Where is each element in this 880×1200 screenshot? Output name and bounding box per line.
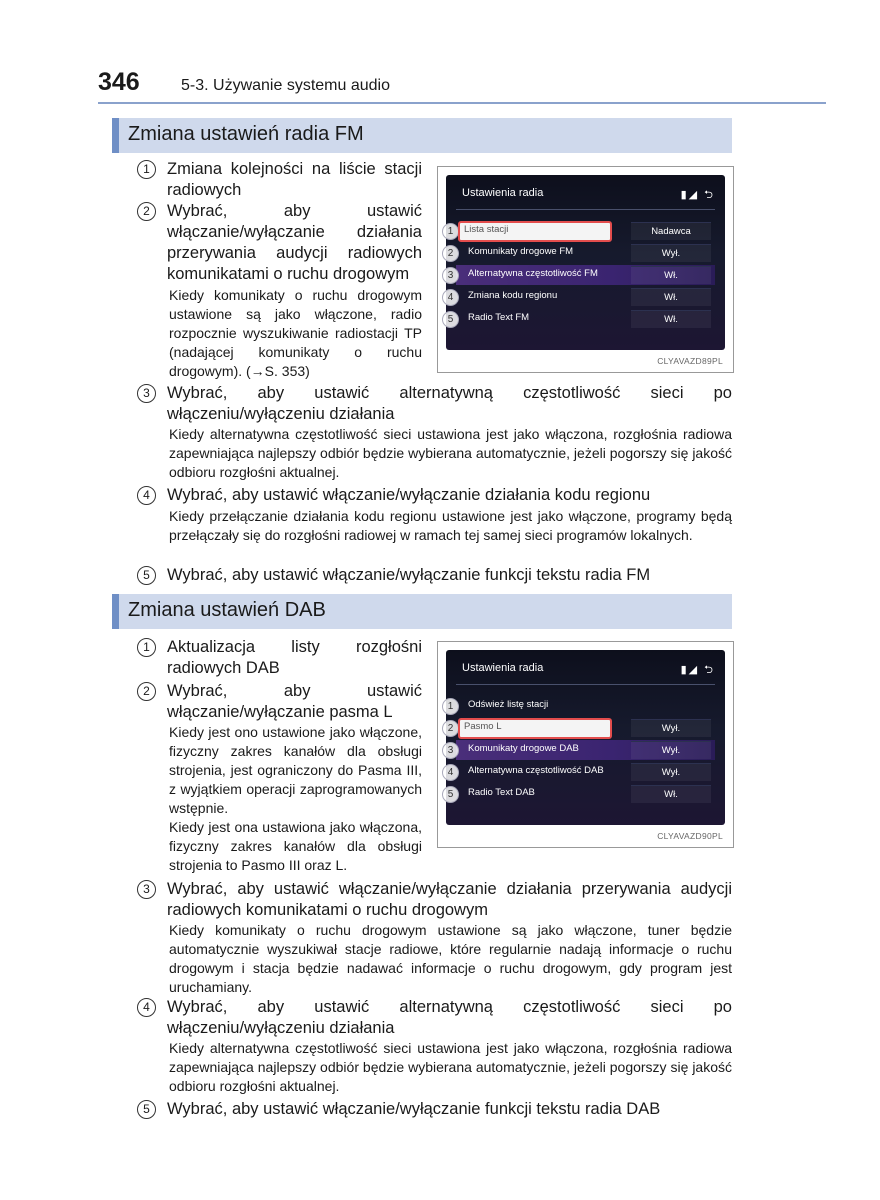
dab-row-label: Alternatywna częstotliwość DAB [468, 765, 604, 776]
item-dab-2-note-2: Kiedy jest ona ustawiona jako włączona, fizyczny zakres kanałów dla obsługi strojenia to Pasmo III oraz L. [169, 819, 422, 873]
item-dab-2-text: Wybrać, aby ustawić włączanie/wyłączanie pasma L [167, 682, 422, 721]
dab-row-l-band[interactable] [447, 718, 715, 738]
item-number-fm-1: 1 [137, 160, 156, 179]
dab-row-label: Odśwież listę stacji [468, 699, 549, 710]
callout-3: 3 [442, 742, 459, 759]
fm-row-value[interactable]: Wł. [631, 266, 711, 284]
item-number-fm-3: 3 [137, 384, 156, 403]
dab-figure-code: CLYAVAZD90PL [657, 831, 723, 841]
callout-2: 2 [442, 245, 459, 262]
item-dab-2-note: Kiedy jest ono ustawione jako włączone, fizyczny zakres kanałów dla obsługi strojenia, jest ograniczony do Pasma III, z wyjątkiem operacji zaprogramowanych wstępnie. [169, 724, 422, 816]
item-dab-3-note: Kiedy komunikaty o ruchu drogowym ustawione są jako włączone, tuner będzie automatycznie wyszukiwał stacje radiowe, które regularnie nadają informacje o ruchu drogowym i stacja będzie nadawać informacje o ruchu drogowym, gdy program jest uruchamiany. [169, 922, 732, 995]
callout-1: 1 [442, 223, 459, 240]
callout-1: 1 [442, 698, 459, 715]
callout-4: 4 [442, 289, 459, 306]
dab-row-value[interactable]: Wył. [631, 763, 711, 781]
callout-3: 3 [442, 267, 459, 284]
fm-row-traffic[interactable] [447, 243, 715, 263]
fm-row-label: Komunikaty drogowe FM [468, 246, 574, 257]
item-dab-4-text: Wybrać, aby ustawić alternatywną częstotliwość sieci po włączeniu/wyłączeniu działania [167, 998, 732, 1037]
fm-row-station-list[interactable] [447, 221, 715, 241]
fm-row-label: Alternatywna częstotliwość FM [468, 268, 598, 279]
fm-row-value[interactable]: Wył. [631, 244, 711, 262]
item-fm-5-text: Wybrać, aby ustawić włączanie/wyłączanie funkcji tekstu radia FM [167, 566, 651, 584]
callout-5: 5 [442, 786, 459, 803]
dab-row-value[interactable]: Wył. [631, 719, 711, 737]
callout-4: 4 [442, 764, 459, 781]
dab-row-value[interactable]: Wył. [631, 741, 711, 759]
item-number-dab-2: 2 [137, 682, 156, 701]
dab-row-label: Komunikaty drogowe DAB [468, 743, 579, 754]
section-header-fm [112, 118, 732, 153]
section-title-fm: Zmiana ustawień radia FM [128, 123, 364, 145]
item-fm-2-text: Wybrać, aby ustawić włączanie/wyłączanie działania przerywania audycji radiowych komunikatami o ruchu drogowym [167, 202, 422, 283]
item-number-fm-2: 2 [137, 202, 156, 221]
dab-row-label: Radio Text DAB [468, 787, 535, 798]
fm-row-value[interactable]: Nadawca [631, 222, 711, 240]
dab-row-alt-freq[interactable] [447, 762, 715, 782]
fm-screen-title: Ustawienia radia [462, 187, 544, 199]
header-rule [98, 102, 826, 104]
section-header-dab [112, 594, 732, 629]
item-number-dab-4: 4 [137, 998, 156, 1017]
item-dab-1-text: Aktualizacja listy rozgłośni radiowych DAB [167, 638, 422, 677]
dab-row-traffic[interactable] [447, 740, 715, 760]
item-number-fm-5: 5 [137, 566, 156, 585]
item-number-dab-5: 5 [137, 1100, 156, 1119]
callout-5: 5 [442, 311, 459, 328]
fm-radio-settings-screenshot [437, 166, 734, 373]
section-title-dab: Zmiana ustawień DAB [128, 599, 326, 621]
dab-row-value[interactable]: Wł. [631, 785, 711, 803]
dab-screen-title: Ustawienia radia [462, 662, 544, 674]
item-fm-3-text: Wybrać, aby ustawić alternatywną częstotliwość sieci po włączeniu/wyłączeniu działania [167, 384, 732, 423]
dab-screen [446, 650, 725, 825]
item-number-fm-4: 4 [137, 486, 156, 505]
dab-radio-settings-screenshot [437, 641, 734, 848]
fm-screen-divider [456, 209, 715, 210]
fm-row-label: Lista stacji [464, 224, 509, 235]
dab-row-refresh-list[interactable] [447, 696, 715, 716]
item-fm-1-text: Zmiana kolejności na liście stacji radiowych [167, 160, 422, 199]
fm-row-label: Zmiana kodu regionu [468, 290, 558, 301]
dab-screen-divider [456, 684, 715, 685]
fm-screen-status-icons: ▮◢ ⮌ [680, 189, 715, 201]
item-dab-3-text: Wybrać, aby ustawić włączanie/wyłączanie działania przerywania audycji radiowych komunikatami o ruchu drogowym [167, 880, 732, 919]
item-fm-3-note: Kiedy alternatywna częstotliwość sieci ustawiona jest jako włączona, rozgłośnia radiowa zapewniająca najlepszy odbiór będzie wybierana automatycznie, jeżeli pogorszy się jakość odbioru rozgłośni aktualnej. [169, 426, 732, 480]
fm-screen [446, 175, 725, 350]
dab-row-radio-text[interactable] [447, 784, 715, 804]
item-dab-4-note: Kiedy alternatywna częstotliwość sieci ustawiona jest jako włączona, rozgłośnia radiowa zapewniająca najlepszy odbiór będzie wybierana automatycznie, jeżeli pogorszy się jakość odbioru rozgłośni aktualnej. [169, 1040, 732, 1094]
fm-figure-code: CLYAVAZD89PL [657, 356, 723, 366]
dab-row-label: Pasmo L [464, 721, 502, 732]
chapter-title: 5-3. Używanie systemu audio [181, 77, 390, 94]
callout-2: 2 [442, 720, 459, 737]
item-fm-4-text: Wybrać, aby ustawić włączanie/wyłączanie działania kodu regionu [167, 486, 651, 504]
item-number-dab-1: 1 [137, 638, 156, 657]
fm-row-label: Radio Text FM [468, 312, 530, 323]
fm-row-value[interactable]: Wł. [631, 288, 711, 306]
dab-screen-status-icons: ▮◢ ⮌ [680, 664, 715, 676]
fm-row-value[interactable]: Wł. [631, 310, 711, 328]
fm-row-radio-text[interactable] [447, 309, 715, 329]
fm-row-alt-freq[interactable] [447, 265, 715, 285]
item-dab-5-text: Wybrać, aby ustawić włączanie/wyłączanie funkcji tekstu radia DAB [167, 1100, 661, 1118]
item-fm-2-note: Kiedy komunikaty o ruchu drogowym ustawione są jako włączone, radio rozpocznie wyszukiwanie radiostacji TP (nadającej komunikaty o ruchu drogowym). (→S. 353) [169, 287, 422, 379]
item-fm-4-note: Kiedy przełączanie działania kodu regionu ustawione jest jako włączone, programy będą przełączały się do rozgłośni radiowej w ramach tej samej sieci programów lokalnych. [169, 508, 732, 543]
fm-row-region-code[interactable] [447, 287, 715, 307]
page-number: 346 [98, 68, 140, 96]
item-number-dab-3: 3 [137, 880, 156, 899]
